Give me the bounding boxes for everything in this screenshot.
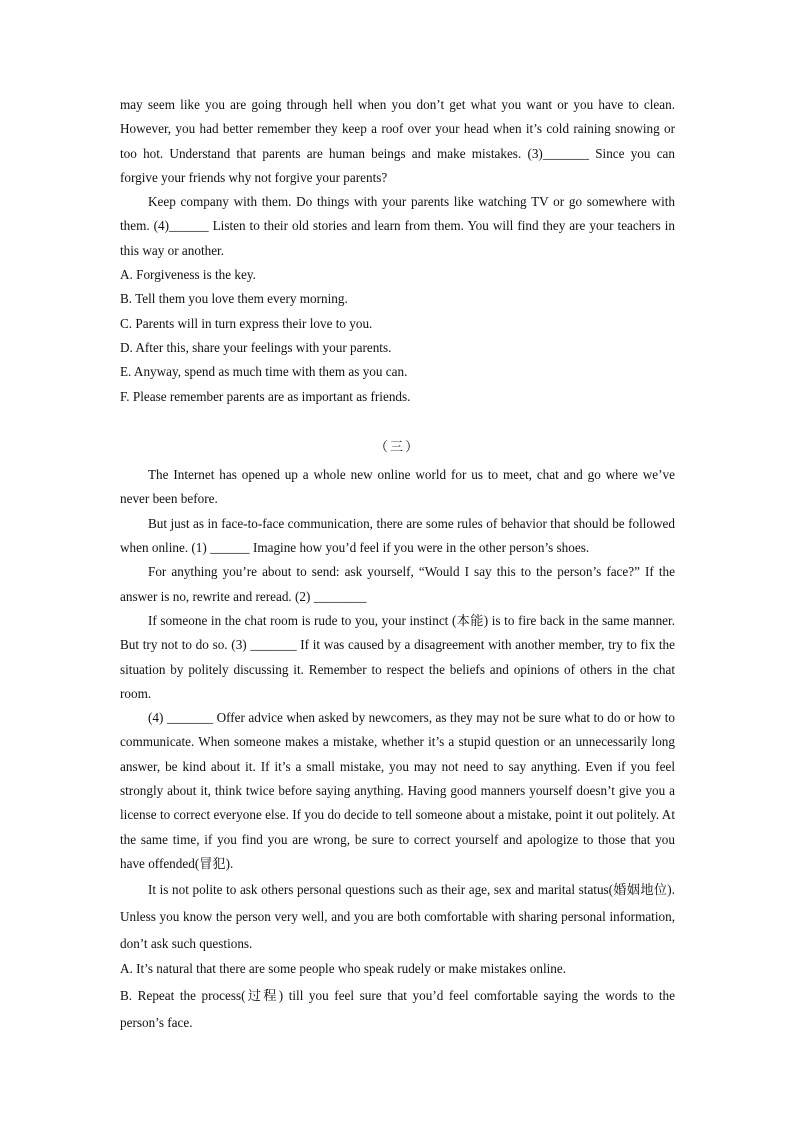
paragraph: (4) _______ Offer advice when asked by newcomers, as they may not be sure what to do or how to communicate. When someone makes a mistake, whether it’s a stupid question or an unnecessarily long answer, be kind about it. If it’s a small mistake, you may not need to say anything. Even if you feel strongly about it, think twice before saying anything. Having good manners yourself doesn’t give you a license to correct everyone else. If you do decide to tell someone about a mistake, point it out politely. At the same time, if you find you are wrong, be sure to correct yourself and apologize to those that you have offended(冒犯).	[120, 710, 675, 871]
paragraph: If someone in the chat room is rude to you, your instinct (本能) is to fire back in the same manner. But try not to do so. (3) _______ If it was caused by a disagreement with another member, try to fix the situation by politely discussing it. Remember to respect the beliefs and opinions of others in the chat room.	[120, 612, 675, 701]
option-b: B. Repeat the process(过程) till you feel sure that you’d feel comfortable saying the words to the person’s face.	[120, 987, 675, 1030]
option-b: B. Tell them you love them every morning.	[120, 291, 348, 307]
document-page	[120, 93, 675, 1036]
option-a: A. It’s natural that there are some people who speak rudely or make mistakes online.	[120, 961, 567, 977]
section-title: （三）	[374, 438, 421, 454]
option-c: C. Parents will in turn express their love to you.	[120, 315, 373, 331]
option-f: F. Please remember parents are as important as friends.	[120, 388, 411, 404]
paragraph: Keep company with them. Do things with your parents like watching TV or go somewhere with them. (4)______ Listen to their old stories and learn from them. You will find they are your teachers in this way or another.	[120, 194, 675, 258]
paragraph: It is not polite to ask others personal questions such as their age, sex and marital status(婚姻地位). Unless you know the person very well, and you are both comfortable with sharing personal information, don’t ask such questions.	[120, 882, 675, 952]
paragraph: may seem like you are going through hell when you don’t get what you want or you have to clean. However, you had better remember they keep a roof over your head when it’s cold raining snowing or too hot. Understand that parents are human beings and make mistakes. (3)_______ Since you can forgive your friends why not forgive your parents?	[120, 97, 675, 185]
paragraph: For anything you’re about to send: ask yourself, “Would I say this to the person’s face?” If the answer is no, rewrite and reread. (2) ________	[120, 564, 675, 604]
option-a: A. Forgiveness is the key.	[120, 267, 256, 283]
paragraph: But just as in face-to-face communication, there are some rules of behavior that should be followed when online. (1) ______ Imagine how you’d feel if you were in the other person’s shoes.	[120, 515, 675, 556]
paragraph: The Internet has opened up a whole new online world for us to meet, chat and go where we’ve never been before.	[120, 467, 675, 507]
option-e: E. Anyway, spend as much time with them as you can.	[120, 364, 408, 380]
option-d: D. After this, share your feelings with your parents.	[120, 339, 392, 355]
